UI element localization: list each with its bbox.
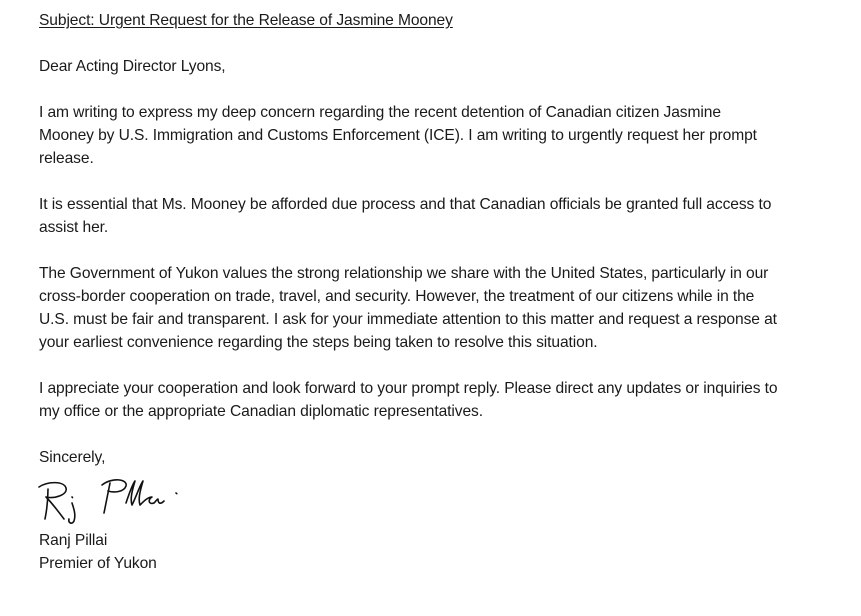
letter-closing: Sincerely,: [39, 449, 106, 466]
letter-paragraph-4: I appreciate your cooperation and look forward to your prompt reply. Please direct any updates or inquiries to my office or the appropriate Canadian diplomatic representatives.: [39, 380, 778, 420]
letter-subject: Subject: Urgent Request for the Release of Jasmine Mooney: [39, 12, 453, 29]
handwritten-signature: [36, 475, 186, 525]
letter-salutation: Dear Acting Director Lyons,: [39, 58, 226, 75]
letter-body: [39, 9, 839, 575]
letter-paragraph-2: It is essential that Ms. Mooney be afforded due process and that Canadian officials be granted full access to assist her.: [39, 196, 772, 236]
signer-name: Ranj Pillai: [39, 532, 108, 549]
letter-paragraph-1: I am writing to express my deep concern regarding the recent detention of Canadian citizen Jasmine Mooney by U.S. Immigration and Customs Enforcement (ICE). I am writing to urgently request her prompt release.: [39, 104, 757, 167]
signer-title: Premier of Yukon: [39, 555, 157, 572]
letter-paragraph-3: The Government of Yukon values the strong relationship we share with the United States, particularly in our cross-border cooperation on trade, travel, and security. However, the treatment of our citizens while in the U.S. must be fair and transparent. I ask for your immediate attention to this matter and request a response at your earliest convenience regarding the steps being taken to resolve this situation.: [39, 265, 777, 351]
